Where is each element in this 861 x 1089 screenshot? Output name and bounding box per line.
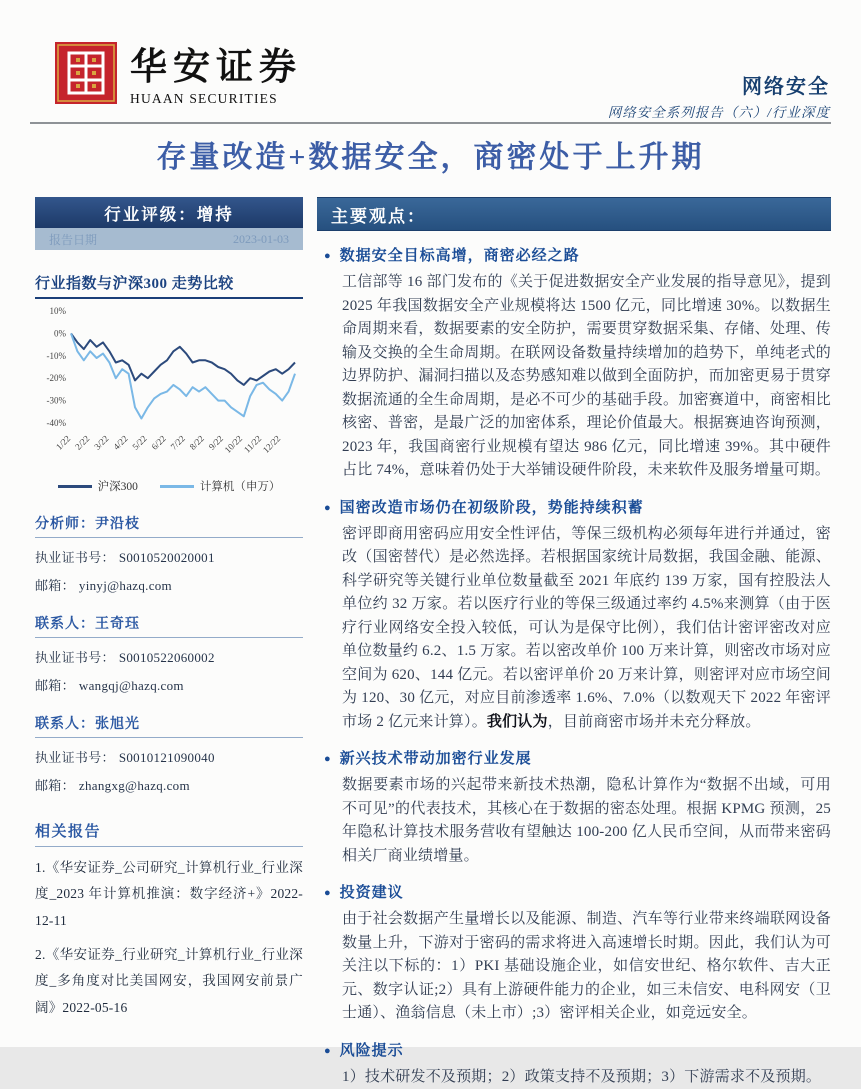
- legend-item-computer: [160, 478, 281, 494]
- header-divider: [30, 122, 831, 124]
- cert-label: 执业证书号：: [35, 550, 115, 565]
- analyst-name: 尹沿枝: [95, 517, 140, 532]
- sidebar: [35, 197, 303, 1089]
- section-heading: 数据安全目标高增，商密必经之路: [340, 244, 580, 265]
- analyst-block-3: [35, 708, 303, 794]
- email-label: 邮箱：: [35, 778, 75, 793]
- section-heading: 投资建议: [340, 881, 404, 902]
- rating-label: 行业评级：: [104, 201, 197, 225]
- svg-text:-10%: -10%: [47, 351, 67, 361]
- svg-text:7/22: 7/22: [169, 433, 187, 451]
- report-date-label: 报告日期: [49, 231, 97, 248]
- svg-text:11/22: 11/22: [242, 433, 263, 454]
- analyst-block-2: [35, 608, 303, 694]
- svg-text:0%: 0%: [54, 328, 67, 338]
- svg-text:12/22: 12/22: [261, 433, 283, 455]
- bullet-icon: ●: [324, 753, 332, 765]
- analyst-name-row: [35, 508, 303, 538]
- section-risk-notice: [317, 1039, 831, 1089]
- bullet-icon: ●: [324, 502, 332, 514]
- svg-text:6/22: 6/22: [149, 433, 167, 451]
- svg-text:10%: 10%: [50, 306, 67, 316]
- section-paragraph: 工信部等 16 部门发布的《关于促进数据安全产业发展的指导意见》，提到 2025 年我国数据安全产业规模将达 1500 亿元，同比增速 30%。以数据生命周期来看，数据要素的安全防护，需要贯穿数据采集、存储、处理、传输及交换的全生命周期。在联网设备数量持续增加的趋势下，单纯老式的边界防护、漏洞扫描以及态势感知难以做到全面防护，而加密更易于贯穿数据流通的全生命周期，是必不可少的基础手段。加密赛道中，商密相比核密、普密，是最广泛的加密体系，理论价值最大。根据赛迪咨询预测，2023 年，我国商密行业规模有望达 986 亿元，同比增速 39%。其中硬件占比 74%，意味着仍处于大举铺设硬件阶段，未来软件及服务增量可期。: [342, 271, 831, 483]
- email-value: wangqj@hazq.com: [79, 678, 184, 693]
- analyst-email-row: [35, 575, 303, 594]
- section-new-tech: [317, 747, 831, 868]
- cert-label: 执业证书号：: [35, 750, 115, 765]
- report-header: [0, 0, 861, 181]
- section-paragraph: 数据要素市场的兴起带来新技术热潮，隐私计算作为“数据不出域，可用不可见”的代表技术，其核心在于数据的密态处理。根据 KPMG 预测，25 年隐私计算技术服务营收有望触达 100-200 亿人民币空间，从而带来密码相关厂商业绩增量。: [342, 774, 831, 868]
- analyst-role: 分析师：: [35, 517, 95, 532]
- brand-block: [130, 48, 302, 107]
- legend-label: 沪深300: [98, 478, 138, 494]
- industry-rating-bar: [35, 197, 303, 228]
- svg-text:1/22: 1/22: [54, 433, 72, 451]
- huaan-securities-logo-icon: [55, 42, 117, 104]
- analyst-name: 张旭光: [95, 717, 140, 732]
- legend-label: 计算机（申万）: [200, 478, 281, 494]
- related-report-item: 1.《华安证券_公司研究_计算机行业_行业深度_2023 年计算机推演：数字经济+》2022-12-11: [35, 855, 303, 934]
- report-date-value: 2023-01-03: [233, 232, 289, 247]
- section-heading: 国密改造市场仍在初级阶段，势能持续积蓄: [340, 496, 644, 517]
- analyst-role: 联系人：: [35, 717, 95, 732]
- chart-title: 行业指数与沪深300 走势比较: [35, 272, 303, 299]
- brand-name-cn: 华安证券: [130, 48, 302, 89]
- report-title: 存量改造+数据安全，商密处于上升期: [0, 132, 861, 176]
- sector-label: 网络安全: [742, 70, 830, 99]
- bullet-icon: ●: [324, 887, 332, 899]
- report-date-bar: [35, 228, 303, 250]
- section-heading: 风险提示: [340, 1039, 404, 1060]
- chart-legend: [35, 478, 303, 494]
- svg-text:3/22: 3/22: [92, 433, 110, 451]
- related-reports-block: [35, 820, 303, 1021]
- related-reports-title: 相关报告: [35, 820, 303, 847]
- analyst-name: 王奇珏: [95, 617, 140, 632]
- chart-area: [35, 303, 303, 476]
- main-points-header: 主要观点：: [317, 197, 831, 231]
- analyst-cert-row: [35, 547, 303, 566]
- email-value: yinyj@hazq.com: [79, 578, 172, 593]
- index-comparison-chart-block: [35, 272, 303, 494]
- bullet-icon: ●: [324, 250, 332, 262]
- svg-text:8/22: 8/22: [188, 433, 206, 451]
- cert-number: S0010522060002: [119, 650, 215, 665]
- analyst-cert-row: [35, 647, 303, 666]
- section-guomi-market: [317, 496, 831, 735]
- section-data-security: [317, 244, 831, 483]
- svg-text:-20%: -20%: [47, 373, 67, 383]
- section-heading: 新兴技术带动加密行业发展: [340, 747, 532, 768]
- svg-text:4/22: 4/22: [111, 433, 129, 451]
- analyst-email-row: [35, 675, 303, 694]
- analyst-name-row: [35, 608, 303, 638]
- report-series-label: 网络安全系列报告（六）/行业深度: [608, 101, 830, 121]
- related-report-item: 2.《华安证券_行业研究_计算机行业_行业深度_多角度对比美国网安，我国网安前景广阔》2022-05-16: [35, 942, 303, 1021]
- email-label: 邮箱：: [35, 578, 75, 593]
- svg-text:-40%: -40%: [47, 418, 67, 428]
- analyst-cert-row: [35, 747, 303, 766]
- section-paragraph: 1）技术研发不及预期；2）政策支持不及预期；3）下游需求不及预期。: [342, 1066, 831, 1089]
- section-heading-row: [317, 747, 831, 768]
- analyst-email-row: [35, 775, 303, 794]
- email-label: 邮箱：: [35, 678, 75, 693]
- analyst-role: 联系人：: [35, 617, 95, 632]
- analyst-block-1: [35, 508, 303, 594]
- main-content: [317, 197, 831, 1089]
- cert-number: S0010520020001: [119, 550, 215, 565]
- industry-chart: [35, 303, 303, 471]
- svg-text:5/22: 5/22: [130, 433, 148, 451]
- content-columns: [0, 197, 861, 1089]
- cert-label: 执业证书号：: [35, 650, 115, 665]
- svg-text:2/22: 2/22: [73, 433, 91, 451]
- brand-name-en: HUAAN SECURITIES: [130, 91, 302, 107]
- svg-text:-30%: -30%: [47, 396, 67, 406]
- section-heading-row: [317, 244, 831, 265]
- analyst-name-row: [35, 708, 303, 738]
- section-paragraph: 由于社会数据产生量增长以及能源、制造、汽车等行业带来终端联网设备数量上升，下游对于密码的需求将进入高速增长时期。因此，我们认为可关注以下标的：1）PKI 基础设施企业，如信安世纪、格尔软件、吉大正元、数字认证;2）具有上游硬件能力的企业，如三未信安、电科网安（卫士通）、渔翁信息（未上市）;3）密评相关企业，如竞远安全。: [342, 908, 831, 1026]
- svg-text:10/22: 10/22: [223, 433, 245, 455]
- email-value: zhangxg@hazq.com: [79, 778, 190, 793]
- rating-value: 增持: [197, 201, 234, 225]
- legend-item-hs300: [58, 478, 138, 494]
- section-heading-row: [317, 1039, 831, 1060]
- section-paragraph: 密评即商用密码应用安全性评估，等保三级机构必须每年进行并通过，密改（国密替代）是必然选择。若根据国家统计局数据，我国金融、能源、科学研究等关键行业单位数量截至 2021 年底约 139 万家，国有控股法人单位约 32 万家。若以医疗行业的等保三级通过率约 4.5%来测算（由于医疗行业网络安全投入较低，可认为是保守比例），我们估计密评密改对应单位数量约 6.2、1.5 万家。若以密改单价 100 万来计算，则密改市场对应空间为 620、144 亿元。若以密评单价 20 万来计算，则密评对应市场空间为 120、30 亿元，对应目前渗透率 1.6%、7.0%（以数观天下 2022 年密评市场 2 亿元来计算）。我们认为，目前商密市场并未充分释放。: [342, 523, 831, 735]
- bullet-icon: ●: [324, 1045, 332, 1057]
- section-investment-advice: [317, 881, 831, 1026]
- svg-text:9/22: 9/22: [207, 433, 225, 451]
- computer-line-swatch-icon: [160, 485, 194, 488]
- section-heading-row: [317, 881, 831, 902]
- section-heading-row: [317, 496, 831, 517]
- hs300-line-swatch-icon: [58, 485, 92, 488]
- cert-number: S0010121090040: [119, 750, 215, 765]
